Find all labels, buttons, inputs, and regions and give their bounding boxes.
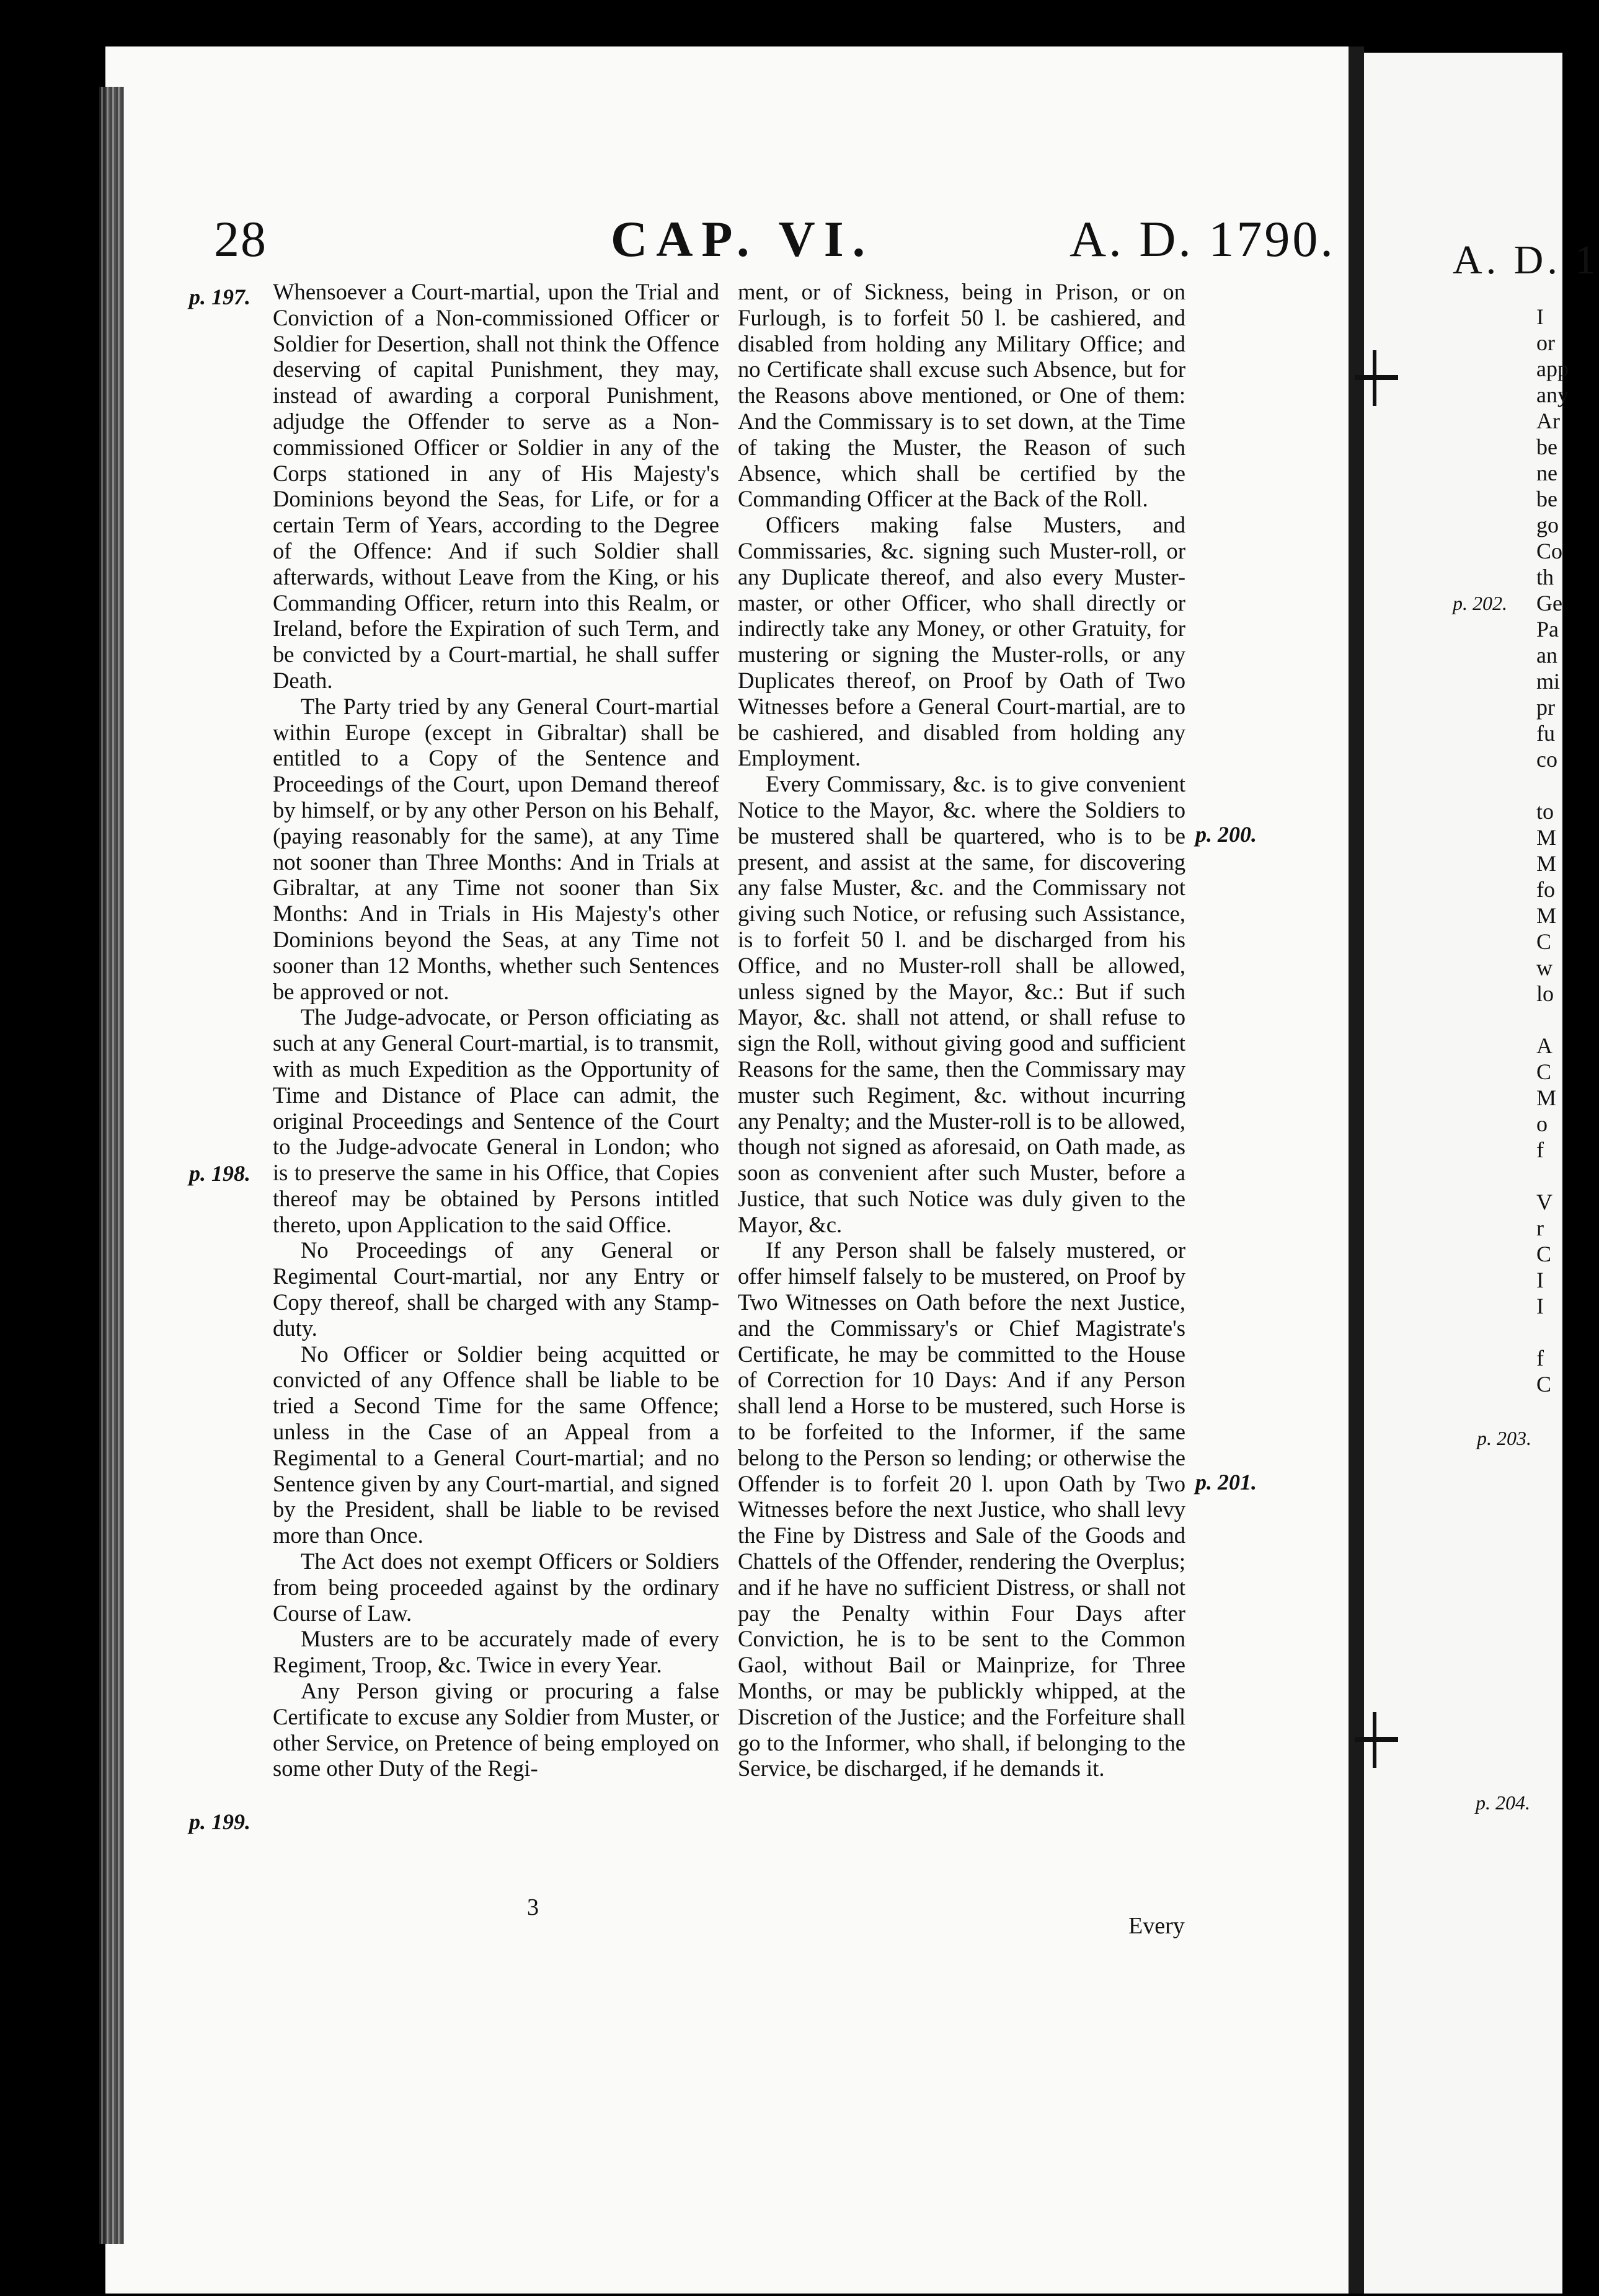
paragraph: Any Person giving or procuring a false Certificate to excuse any Soldier from Muster, or other Service, on Pretence of being employed on some other Duty of the Regi- — [273, 1678, 719, 1782]
page-gutter — [1349, 46, 1364, 2294]
paragraph: The Party tried by any General Court-martial within Europe (except in Gibraltar) shall be entitled to a Copy of the Sentence and Proceedings of the Court, upon Demand thereof by himself, or by any other Person on his Behalf, (paying reasonably for the same), at any Time not sooner than Three Months: And in Trials at Gibraltar, at any Time not sooner than Six Months: And in Trials in His Majesty's other Dominions beyond the Seas, at any Time not sooner than 12 Months, whether such Sentences be approved or not. — [273, 693, 719, 1004]
facing-page-header: A. D. 1 — [1453, 237, 1599, 283]
facing-line-fragment: ne — [1536, 461, 1557, 485]
facing-line-fragment: to — [1536, 799, 1554, 824]
facing-line-fragment: go — [1536, 513, 1559, 537]
facing-line-fragment: I — [1536, 304, 1544, 329]
facing-line-fragment: any — [1536, 382, 1569, 407]
paragraph: No Proceedings of any General or Regimental Court-martial, nor any Entry or Copy thereof, shall be charged with any Stamp-duty. — [273, 1237, 719, 1341]
facing-line-fragment: an — [1536, 643, 1557, 668]
paragraph: No Officer or Soldier being acquitted or convicted of any Offence shall be liable to be tried a Second Time for the same Offence; unless in the Case of an Appeal from a Regimental to a General Court-martial; and no Sentence given by any Court-martial, and signed by the President, shall be liable to be revised more than Once. — [273, 1341, 719, 1548]
facing-page-text — [1536, 304, 1569, 1397]
facing-line-fragment: fu — [1536, 721, 1555, 746]
facing-line-fragment: w — [1536, 955, 1552, 980]
facing-line-fragment: I — [1536, 1268, 1544, 1292]
facing-line-fragment: I — [1536, 1294, 1544, 1318]
facing-line-fragment: M — [1536, 825, 1557, 850]
facing-line-fragment: co — [1536, 747, 1557, 772]
facing-page — [1364, 53, 1562, 2294]
facing-line-fragment: Ar — [1536, 408, 1560, 433]
facing-line-fragment: Co — [1536, 539, 1563, 563]
facing-line-fragment: M — [1536, 851, 1557, 876]
margin-note: p. 198. — [189, 1161, 250, 1186]
paragraph: The Act does not exempt Officers or Soldiers from being proceeded against by the ordinary Course of Law. — [273, 1548, 719, 1626]
left-column — [273, 279, 719, 1782]
paragraph: If any Person shall be falsely mustered, or offer himself falsely to be mustered, on Proof by Two Witnesses on Oath before the next Justice, and the Commissary's or Chief Magistrate's Certificate, he may be committed to the House of Correction for 10 Days: And if any Person shall lend a Horse to be mustered, such Horse is to be forfeited to the Informer, if the same belong to the Person so lending; or otherwise the Offender is to forfeit 20 l. upon Oath by Two Witnesses before the next Justice, who shall levy the Fine by Distress and Sale of the Goods and Chattels of the Offender, rendering the Overplus; and if he have no sufficient Distress, or shall not pay the Penalty within Four Days after Conviction, he is to be sent to the Common Gaol, without Bail or Mainprize, for Three Months, or may be publickly whipped, at the Discretion of the Justice; and the Forfeiture shall go to the Informer, who shall, if belonging to the Service, be discharged, if he demands it. — [738, 1237, 1185, 1782]
facing-line-fragment: C — [1536, 929, 1552, 954]
right-column — [738, 279, 1185, 1782]
margin-note: p. 200. — [1195, 822, 1257, 847]
facing-margin-note: p. 204. — [1476, 1791, 1530, 1814]
facing-line-fragment: C — [1536, 1372, 1552, 1397]
binding-tick-mark — [1355, 1737, 1398, 1742]
facing-line-fragment: C — [1536, 1059, 1552, 1084]
paragraph: Every Commissary, &c. is to give convenient Notice to the Mayor, &c. where the Soldiers to be mustered shall be quartered, who is to be present, and assist at the same, for discovering any false Muster, &c. and the Commissary not giving such Notice, or refusing such Assistance, is to forfeit 50 l. and be discharged from his Office, and no Muster-roll shall be allowed, unless signed by the Mayor, &c.: But if such Mayor, &c. shall not attend, or shall refuse to sign the Roll, without giving good and sufficient Reasons for the same, then the Commissary may muster such Regiment, &c. without incurring any Penalty; and the Muster-roll is to be allowed, though not signed as aforesaid, on Oath made, as soon as convenient after such Muster, before a Justice, that such Notice was duly given to the Mayor, &c. — [738, 771, 1185, 1237]
facing-line-fragment: f — [1536, 1137, 1544, 1162]
binding-tick-mark — [1355, 375, 1398, 380]
facing-line-fragment: A — [1536, 1033, 1552, 1058]
facing-line-fragment: r — [1536, 1216, 1544, 1240]
facing-line-fragment: Pa — [1536, 617, 1559, 642]
facing-line-fragment: or — [1536, 330, 1555, 355]
margin-note: p. 197. — [189, 285, 250, 309]
year-heading: A. D. 1790. — [1070, 211, 1335, 267]
facing-line-fragment: M — [1536, 1085, 1557, 1110]
paragraph: Officers making false Musters, and Commissaries, &c. signing such Muster-roll, or any Duplicate thereof, and also every Muster-master, or other Officer, who shall directly or indirectly take any Money, or other Gratuity, for mustering or signing the Muster-rolls, or any Duplicates thereof, on Proof by Oath of Two Witnesses before a General Court-martial, are to be cashiered, and disabled from holding any Employment. — [738, 512, 1185, 771]
facing-line-fragment — [1536, 772, 1569, 798]
facing-line-fragment: be — [1536, 435, 1557, 459]
facing-line-fragment: th — [1536, 565, 1554, 589]
paragraph: Musters are to be accurately made of every Regiment, Troop, &c. Twice in every Year. — [273, 1626, 719, 1678]
facing-line-fragment — [1536, 1163, 1569, 1189]
facing-line-fragment: be — [1536, 487, 1557, 511]
paragraph: Whensoever a Court-martial, upon the Trial and Conviction of a Non-commissioned Officer or Soldier for Desertion, shall not think the Offence deserving of capital Punishment, they may, instead of awarding a corporal Punishment, adjudge the Offender to serve as a Non-commissioned Officer or Soldier in any of the Corps stationed in any of His Majesty's Dominions beyond the Seas, for Life, or for a certain Term of Years, according to the Degree of the Offence: And if such Soldier shall afterwards, without Leave from the King, or his Commanding Officer, return into this Realm, or Ireland, before the Expiration of such Term, and be convicted by a Court-martial, he shall suffer Death. — [273, 279, 719, 693]
binding-edge — [99, 87, 124, 2244]
facing-line-fragment: C — [1536, 1242, 1552, 1266]
facing-line-fragment: mi — [1536, 669, 1561, 694]
page-number: 28 — [214, 211, 267, 267]
facing-line-fragment: f — [1536, 1346, 1544, 1371]
facing-margin-note: p. 202. — [1453, 592, 1507, 614]
binding-tick-mark — [1373, 350, 1376, 406]
facing-line-fragment: pr — [1536, 695, 1555, 720]
facing-line-fragment: app — [1536, 356, 1569, 381]
catchword: Every — [1128, 1913, 1185, 1939]
facing-line-fragment — [1536, 1007, 1569, 1033]
binding-tick-mark — [1373, 1712, 1376, 1768]
facing-line-fragment: Ge — [1536, 591, 1562, 616]
facing-line-fragment: V — [1536, 1190, 1552, 1214]
facing-line-fragment: o — [1536, 1111, 1548, 1136]
facing-margin-note: p. 203. — [1477, 1427, 1531, 1449]
facing-line-fragment: fo — [1536, 877, 1555, 902]
margin-note: p. 199. — [189, 1809, 250, 1834]
margin-note: p. 201. — [1195, 1470, 1257, 1495]
paragraph: The Judge-advocate, or Person officiating as such at any General Court-martial, is to transmit, with as much Expedition as the Opportunity of Time and Distance of Place can admit, the original Proceedings and Sentence of the Court to the Judge-advocate General in London; who is to preserve the same in his Office, that Copies thereof may be obtained by Persons intitled thereto, upon Application to the said Office. — [273, 1004, 719, 1237]
facing-line-fragment: lo — [1536, 981, 1554, 1006]
facing-line-fragment: M — [1536, 903, 1557, 928]
facing-line-fragment — [1536, 1319, 1569, 1345]
paragraph: ment, or of Sickness, being in Prison, or on Furlough, is to forfeit 50 l. be cashiered, and disabled from holding any Military Office; and no Certificate shall excuse such Absence, but for the Reasons above mentioned, or One of them: And the Commissary is to set down, at the Time of taking the Muster, the Reason of such Absence, which shall be certified by the Commanding Officer at the Back of the Roll. — [738, 279, 1185, 512]
chapter-heading: CAP. VI. — [611, 211, 874, 267]
signature-mark: 3 — [527, 1894, 539, 1920]
